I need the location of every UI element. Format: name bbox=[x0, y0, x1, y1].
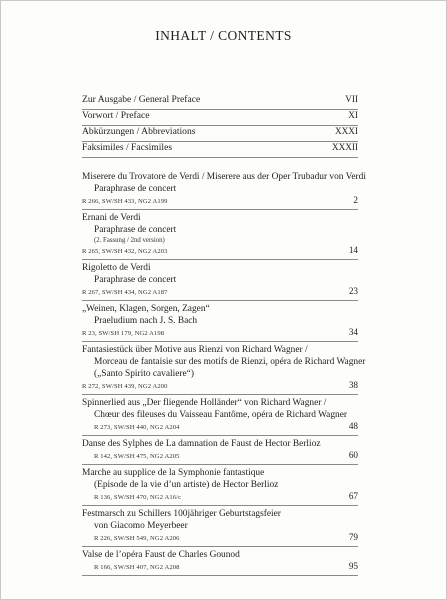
toc-entry[interactable] bbox=[82, 547, 358, 576]
table-of-contents bbox=[82, 94, 366, 576]
toc-entry[interactable] bbox=[82, 465, 358, 506]
catalogue-numbers: R 142, SW/SH 475, NG2 A205 bbox=[94, 453, 180, 460]
front-matter-row[interactable] bbox=[82, 142, 358, 158]
catalogue-numbers: R 273, SW/SH 440, NG2 A204 bbox=[94, 424, 180, 431]
entry-subtitle: („Santo Spirito cavaliere“) bbox=[94, 369, 194, 379]
toc-entry[interactable] bbox=[82, 436, 358, 465]
entry-page-number: 38 bbox=[348, 380, 358, 390]
front-matter-label: Vorwort / Preface bbox=[82, 110, 150, 121]
front-matter-page: XXXII bbox=[331, 142, 358, 152]
entry-title: Miserere du Trovatore de Verdi / Miserere aus der Oper Trubadur von Verdi bbox=[82, 172, 366, 182]
toc-entry[interactable] bbox=[82, 210, 358, 260]
entry-page-number: 14 bbox=[348, 245, 358, 255]
entry-reference-row bbox=[82, 380, 358, 392]
entry-subtitle: Praeludium nach J. S. Bach bbox=[94, 316, 198, 326]
toc-entry[interactable] bbox=[82, 506, 358, 547]
toc-entry[interactable] bbox=[82, 395, 358, 436]
entry-subtitle: (Episode de la vie d’un artiste) de Hector Berlioz bbox=[94, 480, 279, 490]
entry-subtitle: Paraphrase de concert bbox=[94, 225, 177, 235]
entry-page-number: 48 bbox=[348, 421, 358, 431]
entry-page-number: 79 bbox=[348, 532, 358, 542]
entry-title: Marche au supplice de la Symphonie fantastique bbox=[82, 468, 265, 478]
toc-entry[interactable] bbox=[82, 301, 358, 342]
front-matter-page: XI bbox=[348, 110, 358, 120]
catalogue-numbers: R 266, SW/SH 433, NG2 A199 bbox=[82, 198, 168, 205]
entry-title: Festmarsch zu Schillers 100jähriger Geburtstagsfeier bbox=[82, 509, 281, 519]
entry-page-number: 34 bbox=[348, 327, 358, 337]
catalogue-numbers: R 166, SW/SH 407, NG2 A208 bbox=[94, 564, 180, 571]
entry-page-number: 95 bbox=[348, 561, 358, 571]
catalogue-numbers: R 136, SW/SH 470, NG2 A16/c bbox=[94, 494, 182, 501]
entry-subtitle: Paraphrase de concert bbox=[94, 275, 177, 285]
entry-page-number: 67 bbox=[348, 491, 358, 501]
entry-title: Rigoletto de Verdi bbox=[82, 263, 151, 273]
front-matter-row[interactable] bbox=[82, 94, 358, 110]
entry-page-number: 60 bbox=[348, 450, 358, 460]
front-matter-label: Zur Ausgabe / General Preface bbox=[82, 94, 201, 105]
catalogue-numbers: R 226, SW/SH 549, NG2 A206 bbox=[94, 535, 180, 542]
entry-reference-row bbox=[82, 195, 358, 207]
toc-entry[interactable] bbox=[82, 169, 366, 210]
entry-subtitle: Chœur des fileuses du Vaisseau Fantôme, opéra de Richard Wagner bbox=[94, 410, 347, 420]
entry-reference-row bbox=[82, 245, 358, 257]
front-matter-label: Abkürzungen / Abbreviations bbox=[82, 126, 196, 137]
entry-reference-row bbox=[82, 450, 358, 462]
catalogue-numbers: R 267, SW/SH 434, NG2 A187 bbox=[82, 289, 168, 296]
entry-subtitle: von Giacomo Meyerbeer bbox=[94, 521, 188, 531]
entry-reference-row bbox=[82, 421, 358, 433]
toc-entry[interactable] bbox=[82, 260, 358, 301]
entry-title: Valse de l’opéra Faust de Charles Gounod bbox=[82, 550, 240, 560]
entry-title: Fantasiestück über Motive aus Rienzi von Richard Wagner / bbox=[82, 345, 308, 355]
entry-page-number: 2 bbox=[353, 195, 358, 205]
front-matter-row[interactable] bbox=[82, 126, 358, 142]
entry-title: Spinnerlied aus „Der fliegende Holländer“ von Richard Wagner / bbox=[82, 398, 327, 408]
entry-reference-row bbox=[82, 532, 358, 544]
entry-subtitle: Paraphrase de concert bbox=[94, 184, 177, 194]
front-matter-list bbox=[82, 94, 358, 158]
entry-reference-row bbox=[82, 286, 358, 298]
toc-entry[interactable] bbox=[82, 342, 366, 395]
entry-page-number: 23 bbox=[348, 286, 358, 296]
front-matter-row[interactable] bbox=[82, 110, 358, 126]
front-matter-page: VII bbox=[345, 94, 358, 104]
entry-reference-row bbox=[82, 327, 358, 339]
catalogue-numbers: R 265, SW/SH 432, NG2 A203 bbox=[82, 248, 168, 255]
catalogue-numbers: R 23, SW/SH 179, NG2 A198 bbox=[82, 330, 165, 337]
catalogue-numbers: R 272, SW/SH 439, NG2 A200 bbox=[82, 383, 168, 390]
page-title: INHALT / CONTENTS bbox=[155, 28, 292, 43]
front-matter-page: XXXI bbox=[335, 126, 358, 136]
entry-subtitle: Morceau de fantaisie sur des motifs de Rienzi, opéra de Richard Wagner bbox=[94, 357, 366, 367]
version-note: (2. Fassung / 2nd version) bbox=[94, 237, 165, 244]
entry-title: Ernani de Verdi bbox=[82, 213, 141, 223]
entry-title: „Weinen, Klagen, Sorgen, Zagen“ bbox=[82, 304, 210, 314]
entry-reference-row bbox=[82, 561, 358, 573]
entry-reference-row bbox=[82, 491, 358, 503]
entry-title: Danse des Sylphes de La damnation de Faust de Hector Berlioz bbox=[82, 439, 321, 449]
front-matter-label: Faksimiles / Facsimiles bbox=[82, 142, 173, 153]
